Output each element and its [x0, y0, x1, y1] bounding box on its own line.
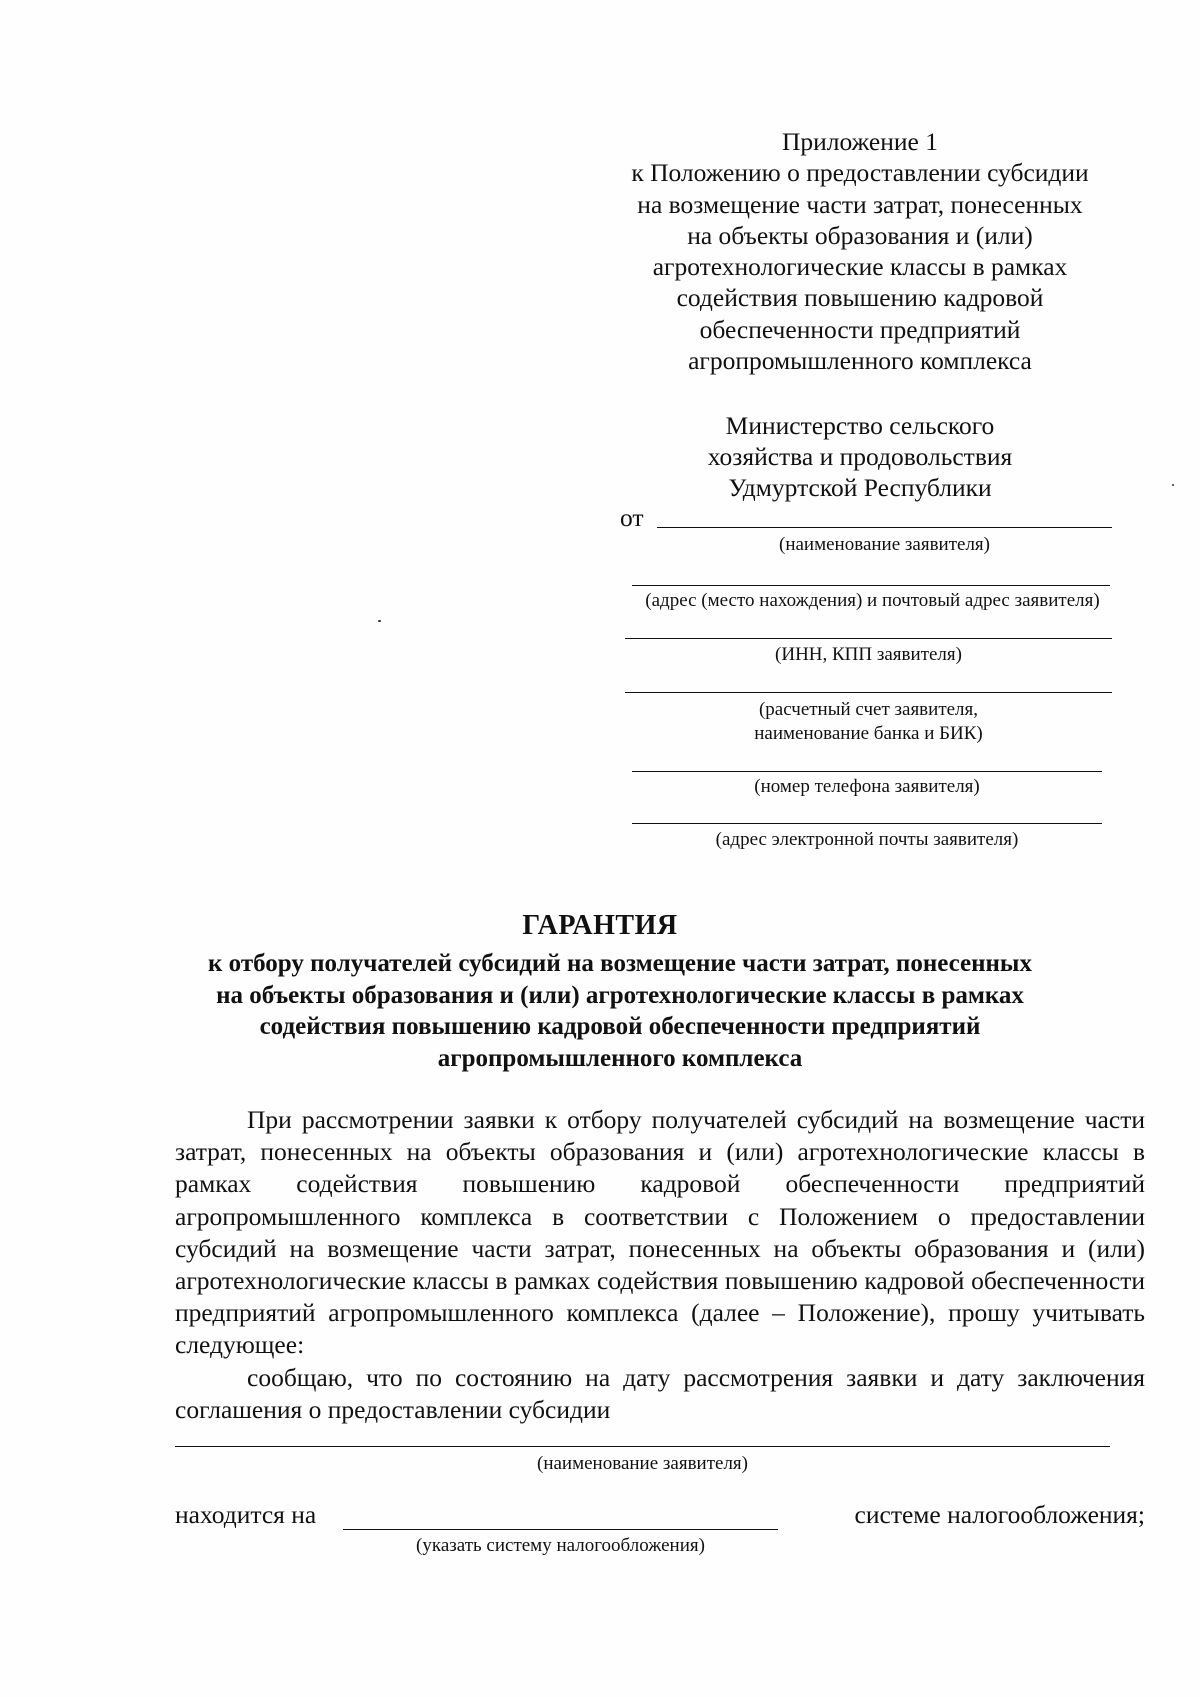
recipient-line: хозяйства и продовольствия — [707, 442, 1013, 471]
applicant-address-caption: (адрес (место нахождения) и почтовый адрес заявителя) — [645, 590, 1100, 611]
appendix-line: агротехнологические классы в рамках — [652, 252, 1068, 282]
applicant-name-line[interactable] — [657, 527, 1112, 528]
appendix-line: Приложение 1 — [782, 127, 938, 156]
applicant-inn-line[interactable] — [625, 638, 1112, 639]
applicant-inn-caption: (ИНН, КПП заявителя) — [775, 644, 962, 665]
from-label: от — [620, 503, 644, 532]
applicant-name-body-line[interactable] — [175, 1446, 1110, 1447]
applicant-phone-caption: (номер телефона заявителя) — [754, 776, 980, 797]
appendix-line: к Положению о предоставлении субсидии — [631, 158, 1089, 188]
document-title: ГАРАНТИЯ — [522, 910, 678, 941]
applicant-email-caption: (адрес электронной почты заявителя) — [715, 829, 1019, 850]
subtitle-line: на объекты образования и (или) агротехнологические классы в рамках — [216, 981, 1024, 1009]
appendix-line: обеспеченности предприятий — [699, 314, 1021, 344]
subtitle-line: содействия повышению кадровой обеспеченности предприятий — [259, 1013, 981, 1040]
body-paragraph-request: При рассмотрении заявки к отбору получателей субсидий на возмещение части затрат, понесенных на объекты образования и (или) агротехнологические классы в рамках содействия повышению кадровой обеспеченности предприятий агропромышленного комплекса в соответствии с Положением о предоставлении субсидий на возмещение части затрат, понесенных на объекты образования и (или) агротехнологические классы в рамках содействия повышению кадровой обеспеченности предприятий агропромышленного комплекса (далее – Положение), прошу учитывать следующее: — [175, 1105, 1145, 1360]
document-subtitle — [170, 948, 1070, 1074]
appendix-header — [590, 126, 1130, 376]
applicant-account-line[interactable] — [625, 692, 1112, 693]
subtitle-line: агропромышленного комплекса — [437, 1044, 803, 1072]
appendix-line: агропромышленного комплекса — [688, 346, 1032, 376]
scan-speck — [1172, 484, 1174, 486]
account-caption-line-2: наименование банка и БИК) — [754, 723, 983, 744]
applicant-address-line[interactable] — [632, 585, 1110, 586]
appendix-line: на возмещение части затрат, понесенных — [637, 189, 1083, 219]
tax-system-caption: (указать систему налогообложения) — [416, 1535, 705, 1556]
body-paragraph-statement: сообщаю, что по состоянию на дату рассмотрения заявки и дату заключения соглашения о предоставлении субсидии — [175, 1363, 1145, 1425]
recipient-line: Министерство сельского — [725, 411, 995, 440]
applicant-email-line[interactable] — [632, 823, 1102, 824]
applicant-name-body-caption: (наименование заявителя) — [537, 1453, 748, 1474]
applicant-phone-line[interactable] — [632, 771, 1102, 772]
appendix-line: содействия повышению кадровой — [676, 283, 1044, 313]
applicant-account-caption — [625, 698, 1112, 746]
tax-suffix: системе налогообложения; — [854, 1500, 1145, 1529]
applicant-name-caption: (наименование заявителя) — [779, 534, 990, 555]
appendix-line: на объекты образования и (или) — [687, 220, 1033, 250]
subtitle-line: к отбору получателей субсидий на возмещение части затрат, понесенных — [208, 950, 1032, 977]
recipient-block — [600, 410, 1120, 503]
recipient-line: Удмуртской Республики — [728, 473, 992, 502]
account-caption-line-1: (расчетный счет заявителя, — [758, 699, 979, 720]
tax-prefix: находится на — [175, 1500, 317, 1529]
scan-speck — [378, 620, 381, 622]
tax-system-line[interactable] — [343, 1529, 778, 1530]
